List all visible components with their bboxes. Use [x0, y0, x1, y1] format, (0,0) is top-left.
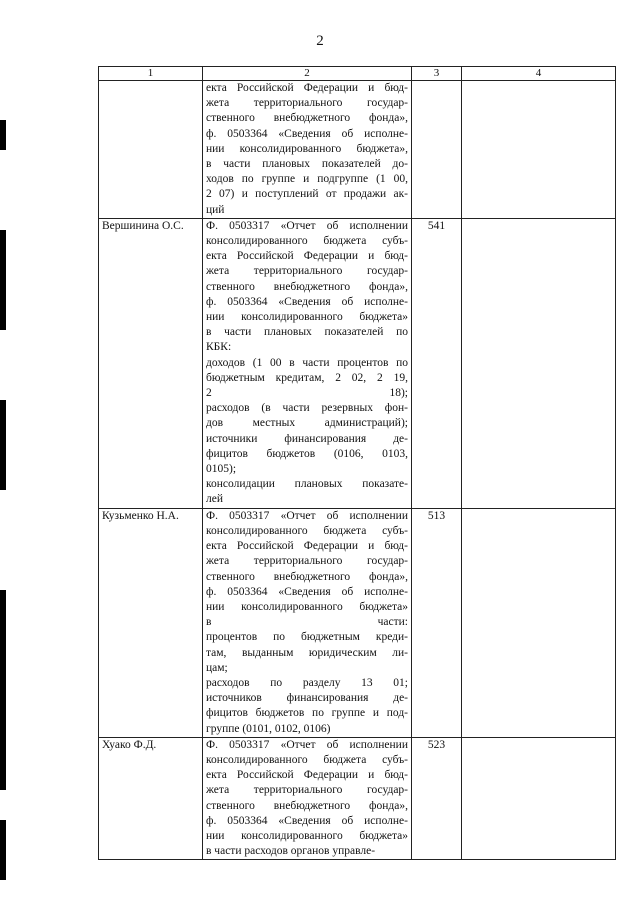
table-body — [99, 81, 616, 860]
description-line: 2 07) и поступлений от продажи ак- — [206, 188, 408, 201]
description-line: консолидированного бюджета субъ- — [206, 753, 408, 766]
description-line: источников финансирования де- — [206, 692, 408, 705]
description-line: нии консолидированного бюджета» — [206, 829, 408, 842]
scan-edge-mark — [0, 120, 6, 150]
responsibility-description — [203, 218, 412, 508]
description-line: в части расходов органов управле- — [206, 845, 376, 858]
description-line: ственного внебюджетного фонда», — [206, 799, 408, 812]
description-line: доходов (1 00 в части процентов по — [206, 356, 408, 369]
description-line: ф. 0503364 «Сведения об исполне- — [206, 295, 408, 308]
responsibility-description — [203, 737, 412, 860]
table-row — [99, 81, 616, 219]
description-line: Ф. 0503317 «Отчет об исполнении — [206, 509, 408, 522]
description-line: источники финансирования де- — [206, 432, 408, 445]
description-line: нии консолидированного бюджета» — [206, 311, 408, 324]
header-row — [99, 67, 616, 81]
department-code: 513 — [412, 508, 462, 737]
note-cell — [462, 81, 616, 219]
employee-name: Хуако Ф.Д. — [99, 737, 203, 860]
scan-edge-mark — [0, 590, 6, 790]
description-line: там, выданным юридическим ли- — [206, 646, 408, 659]
column-header: 1 — [99, 67, 203, 81]
table-row — [99, 218, 616, 508]
description-line: Ф. 0503317 «Отчет об исполнении — [206, 219, 408, 232]
description-line: процентов по бюджетным креди- — [206, 631, 408, 644]
scan-edge-mark — [0, 820, 6, 880]
page-number: 2 — [316, 33, 324, 49]
department-code: 541 — [412, 218, 462, 508]
description-line: жета территориального государ- — [206, 265, 408, 278]
description-line: консолидации плановых показате- — [206, 478, 408, 491]
description-line: консолидированного бюджета субъ- — [206, 524, 408, 537]
description-line: ф. 0503364 «Сведения об исполне- — [206, 127, 408, 140]
scan-edge-mark — [0, 400, 6, 490]
responsibility-description — [203, 508, 412, 737]
table-row — [99, 737, 616, 860]
description-line: жета территориального государ- — [206, 555, 408, 568]
responsibility-description — [203, 81, 412, 219]
description-line: ходов по группе и подгруппе (1 00, — [206, 173, 408, 186]
description-line: расходов по разделу 13 01; — [206, 676, 408, 689]
description-line: жета территориального государ- — [206, 784, 408, 797]
description-line: расходов (в части резервных фон- — [206, 402, 408, 415]
description-line: ф. 0503364 «Сведения об исполне- — [206, 814, 408, 827]
description-line: в части плановых показателей по — [206, 326, 408, 339]
description-line: жета территориального государ- — [206, 97, 408, 110]
description-line: екта Российской Федерации и бюд- — [206, 540, 408, 553]
description-line: ф. 0503364 «Сведения об исполне- — [206, 585, 408, 598]
description-line: группе (0101, 0102, 0106) — [206, 722, 331, 735]
description-line: нии консолидированного бюджета» — [206, 600, 408, 613]
description-line: нии консолидированного бюджета», — [206, 142, 408, 155]
scan-edge-mark — [0, 230, 6, 330]
description-line: фицитов бюджетов (0106, 0103, — [206, 447, 408, 460]
description-line: ственного внебюджетного фонда», — [206, 280, 408, 293]
description-line: бюджетным кредитам, 2 02, 2 19, — [206, 371, 408, 384]
description-line: ственного внебюджетного фонда», — [206, 112, 408, 125]
department-code: 523 — [412, 737, 462, 860]
description-line: 2 18); — [206, 387, 408, 400]
description-line: в части: — [206, 616, 408, 629]
document-table — [98, 66, 616, 860]
table-row — [99, 508, 616, 737]
note-cell — [462, 737, 616, 860]
description-line: екта Российской Федерации и бюд- — [206, 250, 408, 263]
description-line: консолидированного бюджета субъ- — [206, 235, 408, 248]
department-code — [412, 81, 462, 219]
employee-name: Вершинина О.С. — [99, 218, 203, 508]
description-line: лей — [206, 493, 223, 506]
note-cell — [462, 218, 616, 508]
description-line: Ф. 0503317 «Отчет об исполнении — [206, 738, 408, 751]
employee-name: Кузьменко Н.А. — [99, 508, 203, 737]
table-header — [99, 67, 616, 81]
description-line: ций — [206, 203, 225, 216]
description-line: в части плановых показателей до- — [206, 158, 408, 171]
description-line: екта Российской Федерации и бюд- — [206, 769, 408, 782]
note-cell — [462, 508, 616, 737]
column-header: 2 — [203, 67, 412, 81]
description-line: ственного внебюджетного фонда», — [206, 570, 408, 583]
description-line: дов местных администраций); — [206, 417, 408, 430]
description-line: цам; — [206, 661, 228, 674]
description-line: 0105); — [206, 463, 237, 476]
column-header: 4 — [462, 67, 616, 81]
column-header: 3 — [412, 67, 462, 81]
description-line: фицитов бюджетов по группе и под- — [206, 707, 408, 720]
description-line: КБК: — [206, 341, 232, 354]
description-line: екта Российской Федерации и бюд- — [206, 82, 408, 94]
employee-name — [99, 81, 203, 219]
